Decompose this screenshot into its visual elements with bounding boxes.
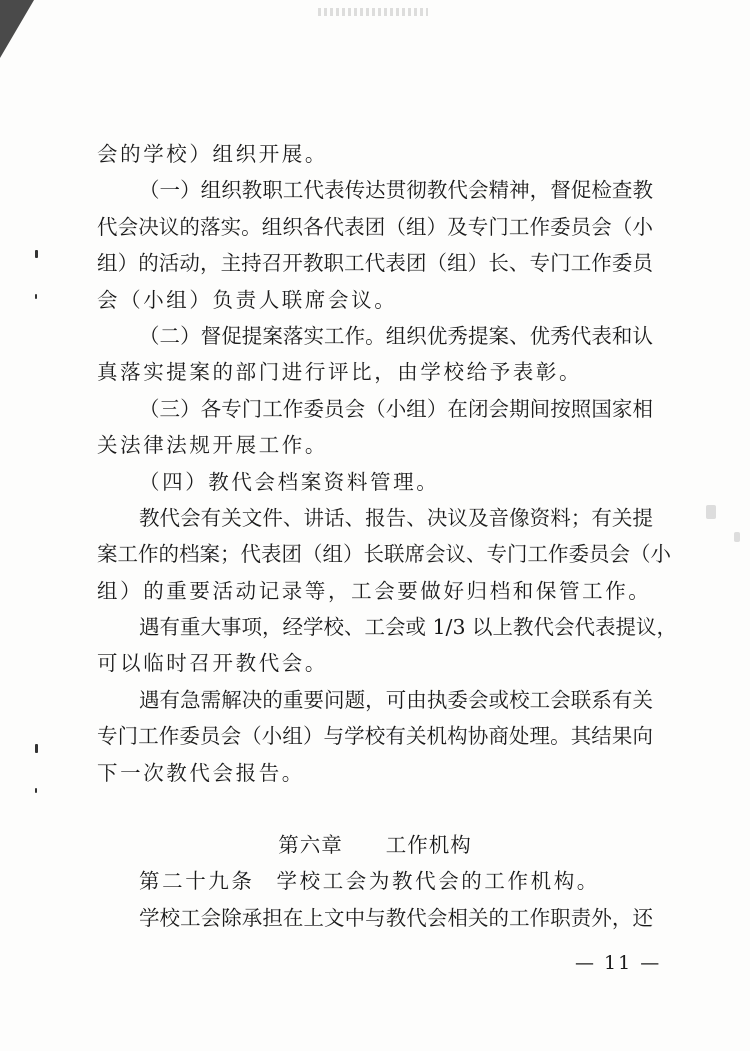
scan-artifact — [318, 8, 428, 16]
text-line: （一）组织教职工代表传达贯彻教代会精神，督促检查教 — [139, 178, 653, 203]
text-line: 专门工作委员会（小组）与学校有关机构协商处理。其结果向 — [97, 724, 653, 749]
text-line: 组）的活动，主持召开教职工代表团（组）长、专门工作委员 — [97, 251, 653, 276]
page-number: — 11 — — [575, 952, 662, 974]
text-line: 会的学校）组织开展。 — [97, 142, 328, 166]
text-line: 学校工会除承担在上文中与教代会相关的工作职责外，还 — [139, 905, 653, 930]
text-line: 可以临时召开教代会。 — [97, 651, 328, 676]
article-line — [97, 863, 653, 899]
article-text: 学校工会为教代会的工作机构。 — [276, 869, 600, 894]
text-line: 遇有急需解决的重要问题，可由执委会或校工会联系有关 — [139, 687, 653, 712]
text-line: 案工作的档案；代表团（组）长联席会议、专门工作委员会（小 — [97, 542, 671, 567]
text-line: （四）教代会档案资料管理。 — [139, 469, 440, 494]
text-line: 教代会有关文件、讲话、报告、决议及音像资料；有关提 — [139, 505, 653, 530]
article-title: 第二十九条 — [139, 869, 255, 894]
text-line: 组）的重要活动记录等，工会要做好归档和保管工作。 — [97, 578, 652, 603]
text-line: 真落实提案的部门进行评比，由学校给予表彰。 — [97, 360, 583, 385]
text-line: （三）各专门工作委员会（小组）在闭会期间按照国家相 — [139, 396, 653, 421]
body-text — [97, 136, 678, 936]
chapter-heading: 第六章 工作机构 — [278, 833, 472, 858]
text-line: 遇有重大事项，经学校、工会或 1/3 以上教代会代表提议， — [139, 615, 678, 640]
scan-blur — [706, 505, 716, 519]
scan-speck — [35, 294, 37, 299]
scan-blur — [734, 532, 740, 542]
text-line: （二）督促提案落实工作。组织优秀提案、优秀代表和认 — [139, 323, 653, 348]
scan-speck — [35, 744, 38, 753]
text-line: 下一次教代会报告。 — [97, 760, 305, 785]
scan-speck — [35, 250, 38, 258]
folded-corner — [0, 0, 34, 58]
scan-speck — [35, 788, 37, 793]
text-line: 代会决议的落实。组织各代表团（组）及专门工作委员会（小 — [97, 214, 653, 239]
text-line: 关法律法规开展工作。 — [97, 433, 328, 458]
text-line: 会（小组）负责人联席会议。 — [97, 287, 398, 312]
